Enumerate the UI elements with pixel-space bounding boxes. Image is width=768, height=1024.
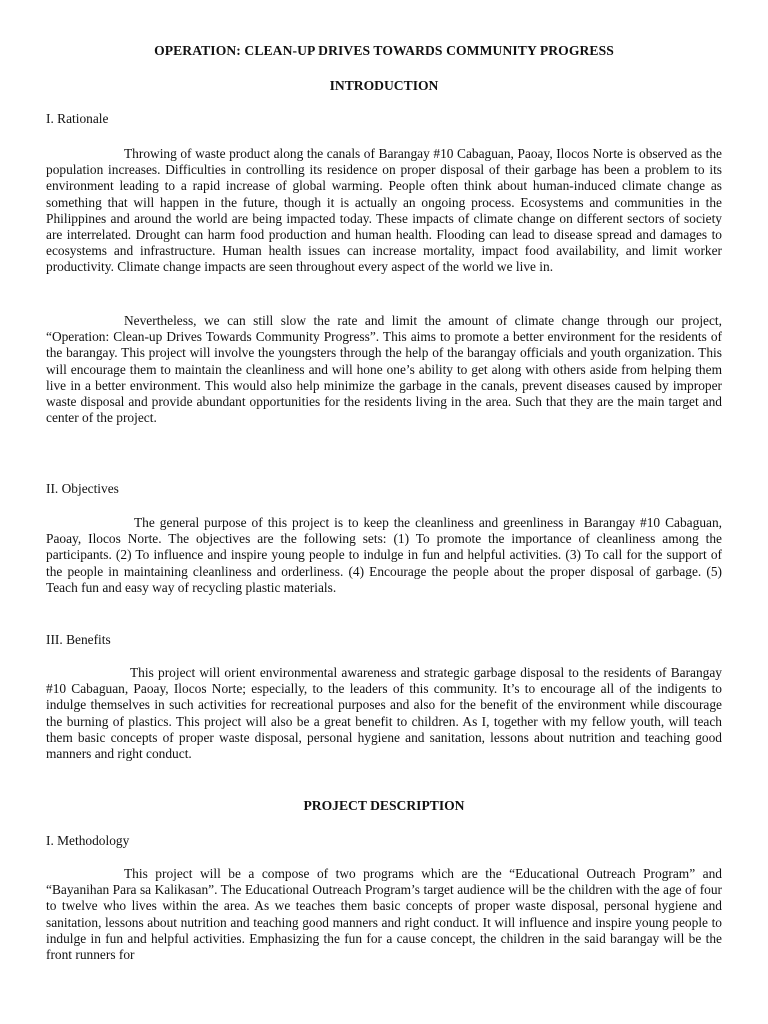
rationale-paragraph-2: Nevertheless, we can still slow the rate and limit the amount of climate change through our project, “Operation: Clean-up Drives Towards Community Progress”. This aims to promote a better environment for the residents of the barangay. This project will involve the youngsters through the help of the barangay officials and youth organization. This will encourage them to maintain the cleanliness and will hone one’s ability to get along with others aside from helping them live in a better environment. This would also help minimize the garbage in the canals, prevent diseases caused by improper waste disposal and provide abundant opportunities for the residents living in the area. Such that they are the main target and center of the project. bbox=[46, 313, 722, 426]
methodology-clip bbox=[46, 866, 722, 970]
project-description-heading: PROJECT DESCRIPTION bbox=[303, 798, 465, 813]
benefits-paragraph: This project will orient environmental awareness and strategic garbage disposal to the residents of Barangay #10 Cabaguan, Paoay, Ilocos Norte; especially, to the leaders of this community. It’s to encourage all of the indigents to indulge themselves in such activities for recreational purposes and also for the benefit of the environment while discourage the burning of plastics. This project will also be a great benefit to children. As I, together with my fellow youth, will teach them basic concepts of proper waste disposal, personal hygiene and sanitation, lessons about nutrition and teaching good manners and right conduct. bbox=[46, 665, 722, 762]
objectives-heading: II. Objectives bbox=[46, 481, 119, 496]
document-title: OPERATION: CLEAN-UP DRIVES TOWARDS COMMUNITY PROGRESS bbox=[154, 43, 614, 58]
methodology-heading: I. Methodology bbox=[46, 833, 130, 848]
introduction-heading: INTRODUCTION bbox=[329, 78, 439, 93]
rationale-heading: I. Rationale bbox=[46, 111, 109, 126]
rationale-paragraph-1: Throwing of waste product along the canals of Barangay #10 Cabaguan, Paoay, Ilocos Norte is observed as the population increases. Difficulties in controlling its residence on proper disposal of their garbage has been a problem to its environment leading to a rapid increase of global warming. People often think about human-induced climate change as something that will happen in the future, though it is actually an ongoing process. Ecosystems and communities in the Philippines and around the world are being impacted today. These impacts of climate change on different sectors of society are interrelated. Drought can harm food production and human health. Flooding can lead to disease spread and damages to ecosystems and infrastructure. Human health issues can increase mortality, impact food availability, and limit worker productivity. Climate change impacts are seen throughout every aspect of the world we live in. bbox=[46, 146, 722, 275]
objectives-paragraph: The general purpose of this project is to keep the cleanliness and greenliness in Barangay #10 Cabaguan, Paoay, Ilocos Norte. The objectives are the following sets: (1) To promote the importance of cleanliness among the participants. (2) To influence and inspire young people to indulge in fun and helpful activities. (3) To call for the support of the people in maintaining cleanliness and orderliness. (4) Encourage the people about the proper disposal of garbage. (5) Teach fun and easy way of recycling plastic materials. bbox=[46, 515, 722, 595]
methodology-paragraph: This project will be a compose of two programs which are the “Educational Outreach Program” and “Bayanihan Para sa Kalikasan”. The Educational Outreach Program’s target audience will be the children with the age of four to twelve who lives within the area. As we teaches them basic concepts of proper waste disposal, personal hygiene and sanitation, lessons about nutrition and teaching good manners and right conduct. It will influence and inspire young people to indulge in fun and helpful activities. Emphasizing the fun for a cause concept, the children in the said barangay will be the front runners for bbox=[46, 866, 722, 963]
benefits-heading: III. Benefits bbox=[46, 632, 111, 647]
